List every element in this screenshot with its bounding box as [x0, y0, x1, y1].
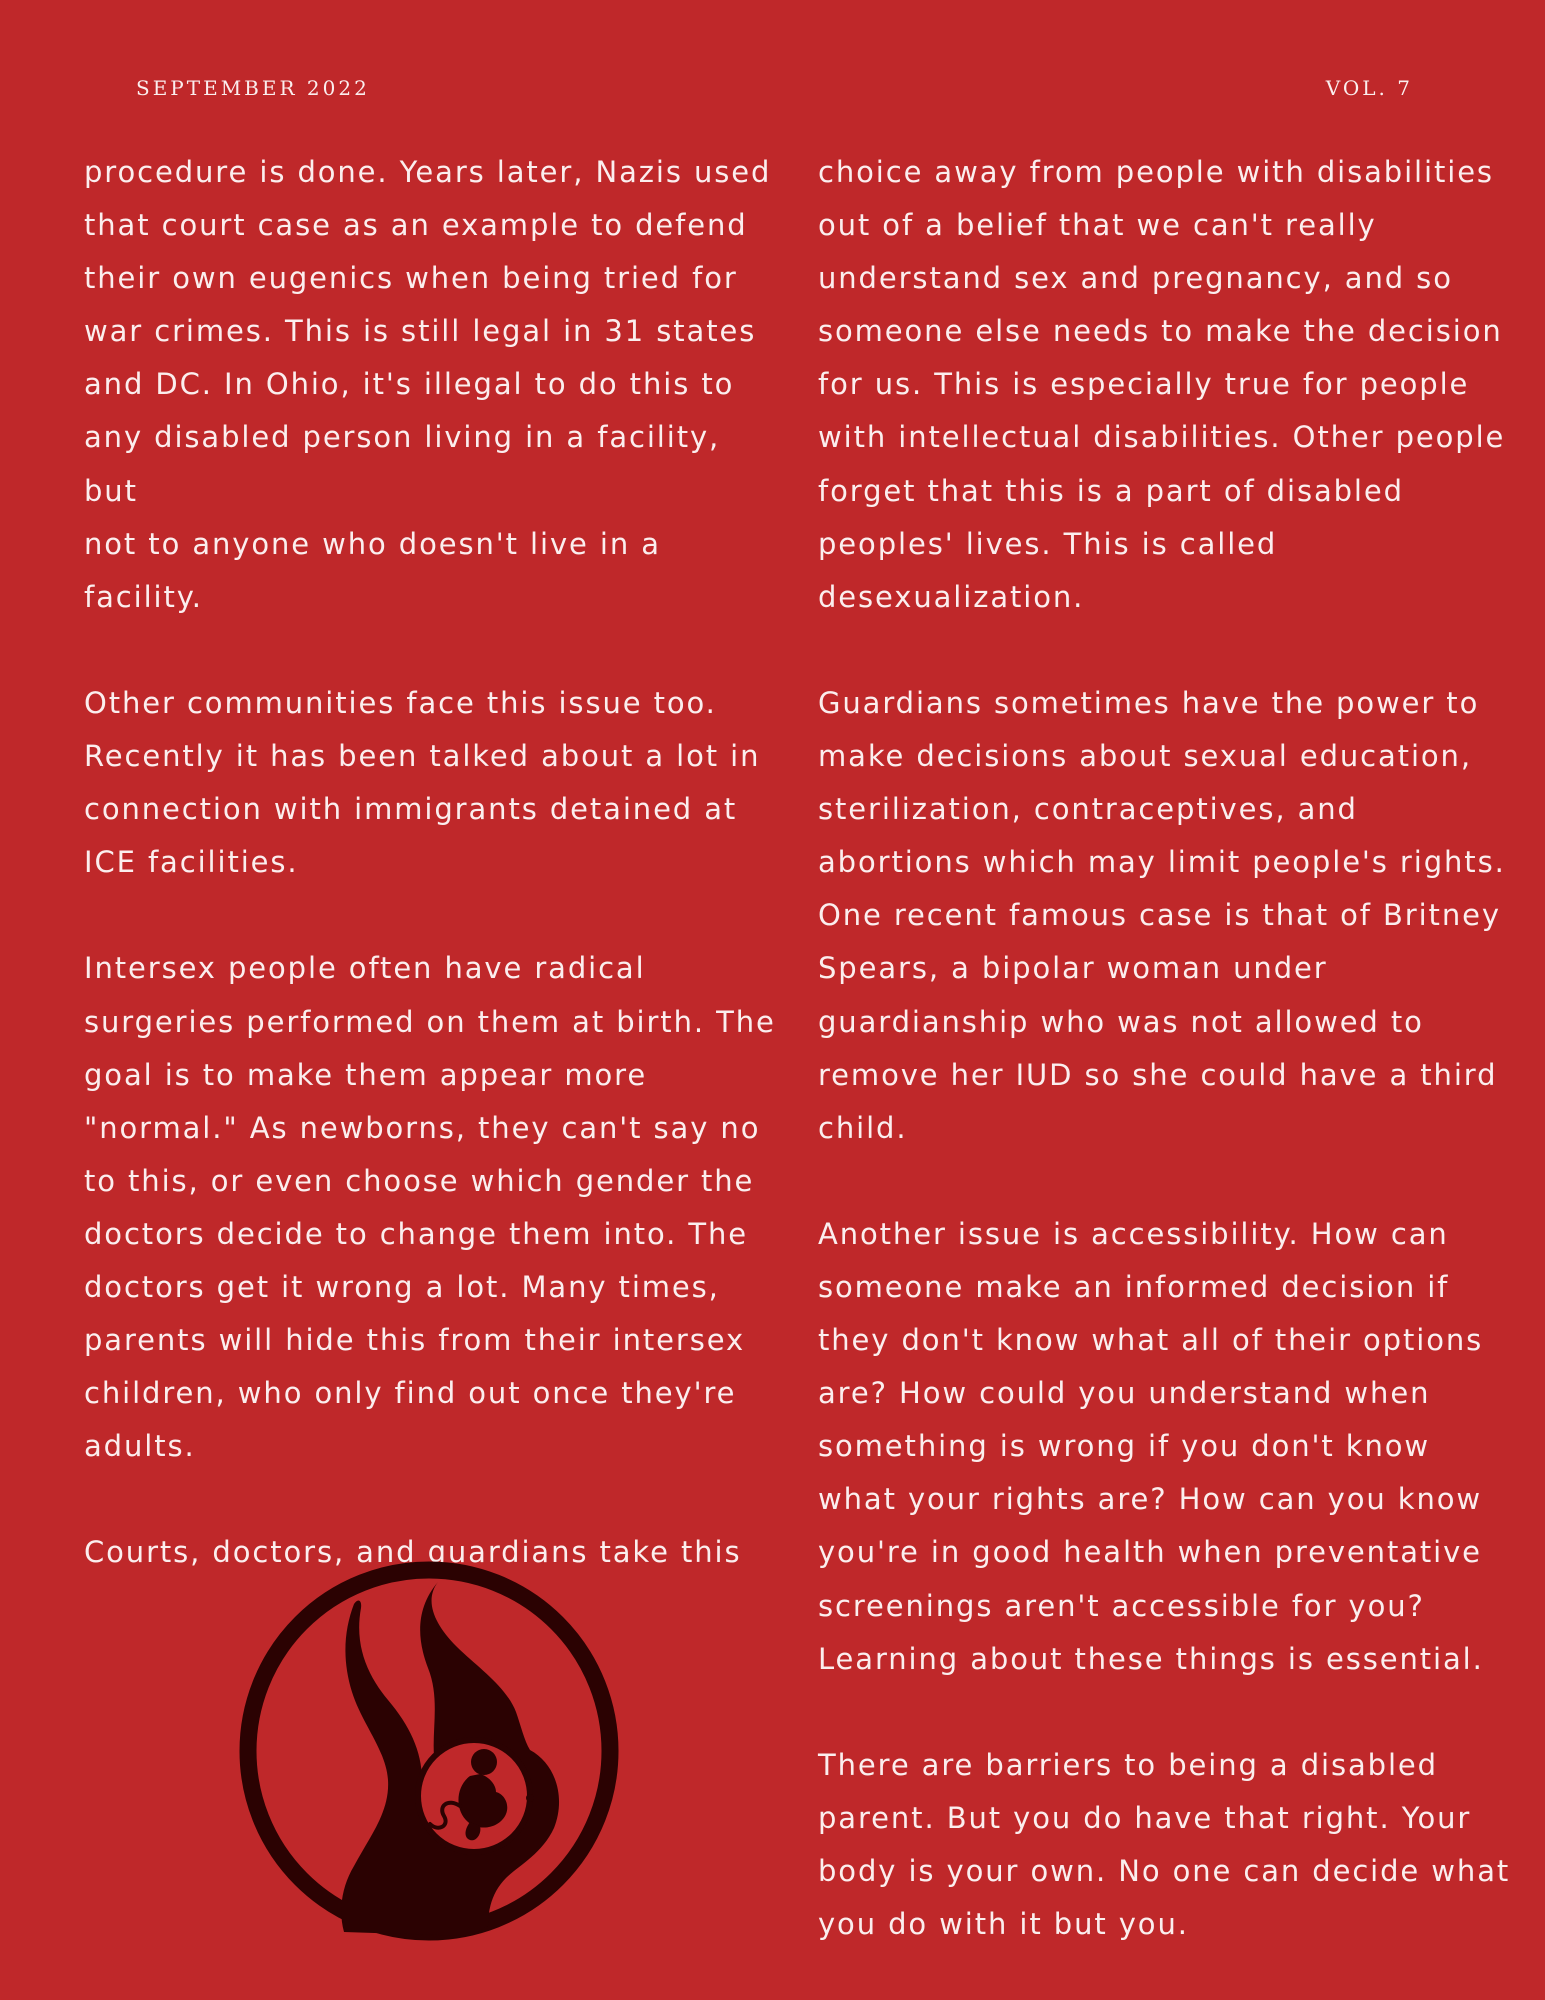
- issue-volume: VOL. 7: [1325, 76, 1413, 100]
- paragraph: Intersex people often have radical surgeries performed on them at birth. The goal is to make them appear more "normal." As newborns, they can't say no to this, or even choose which gender the doctors decide to change them into. The doctors get it wrong a lot. Many times, parents will hide this from their intersex children, who only find out once they're adults.: [84, 951, 776, 1464]
- paragraph: Other communities face this issue too. Recently it has been talked about a lot in connection with immigrants detained at ICE facilities.: [84, 685, 761, 880]
- paragraph: Another issue is accessibility. How can someone make an informed decision if they don't know what all of their options are? How could you understand when something is wrong if you don't know what your rights are? How can you know you're in good health when preventative screenings aren't accessible for you? Learning about these things is essential.: [818, 1216, 1484, 1676]
- paragraph: Guardians sometimes have the power to make decisions about sexual education, sterilization, contraceptives, and abortions which may limit people's rights. One recent famous case is that of Britney Spears, a bipolar woman under guardianship who was not allowed to remove her IUD so she could have a third child.: [818, 685, 1506, 1145]
- pregnancy-icon: [238, 1560, 620, 1942]
- right-column: [818, 146, 1518, 1951]
- left-column: [84, 146, 784, 1580]
- paragraph: choice away from people with disabilities out of a belief that we can't really understand sex and pregnancy, and so someone else needs to make the decision for us. This is especially true for people with intellectual disabilities. Other people forget that this is a part of disabled peoples' lives. This is called desexualization.: [818, 155, 1506, 614]
- paragraph: There are barriers to being a disabled parent. But you do have that right. Your body is your own. No one can decide what you do with it but you.: [818, 1747, 1511, 1942]
- issue-date: SEPTEMBER 2022: [136, 76, 370, 100]
- paragraph: procedure is done. Years later, Nazis used that court case as an example to defend their own eugenics when being tried for war crimes. This is still legal in 31 states and DC. In Ohio, it's illegal to do this to any disabled person living in a facility, but not to anyone who doesn't live in a facility.: [84, 155, 772, 614]
- paragraph: Courts, doctors, and guardians take this: [84, 1535, 742, 1570]
